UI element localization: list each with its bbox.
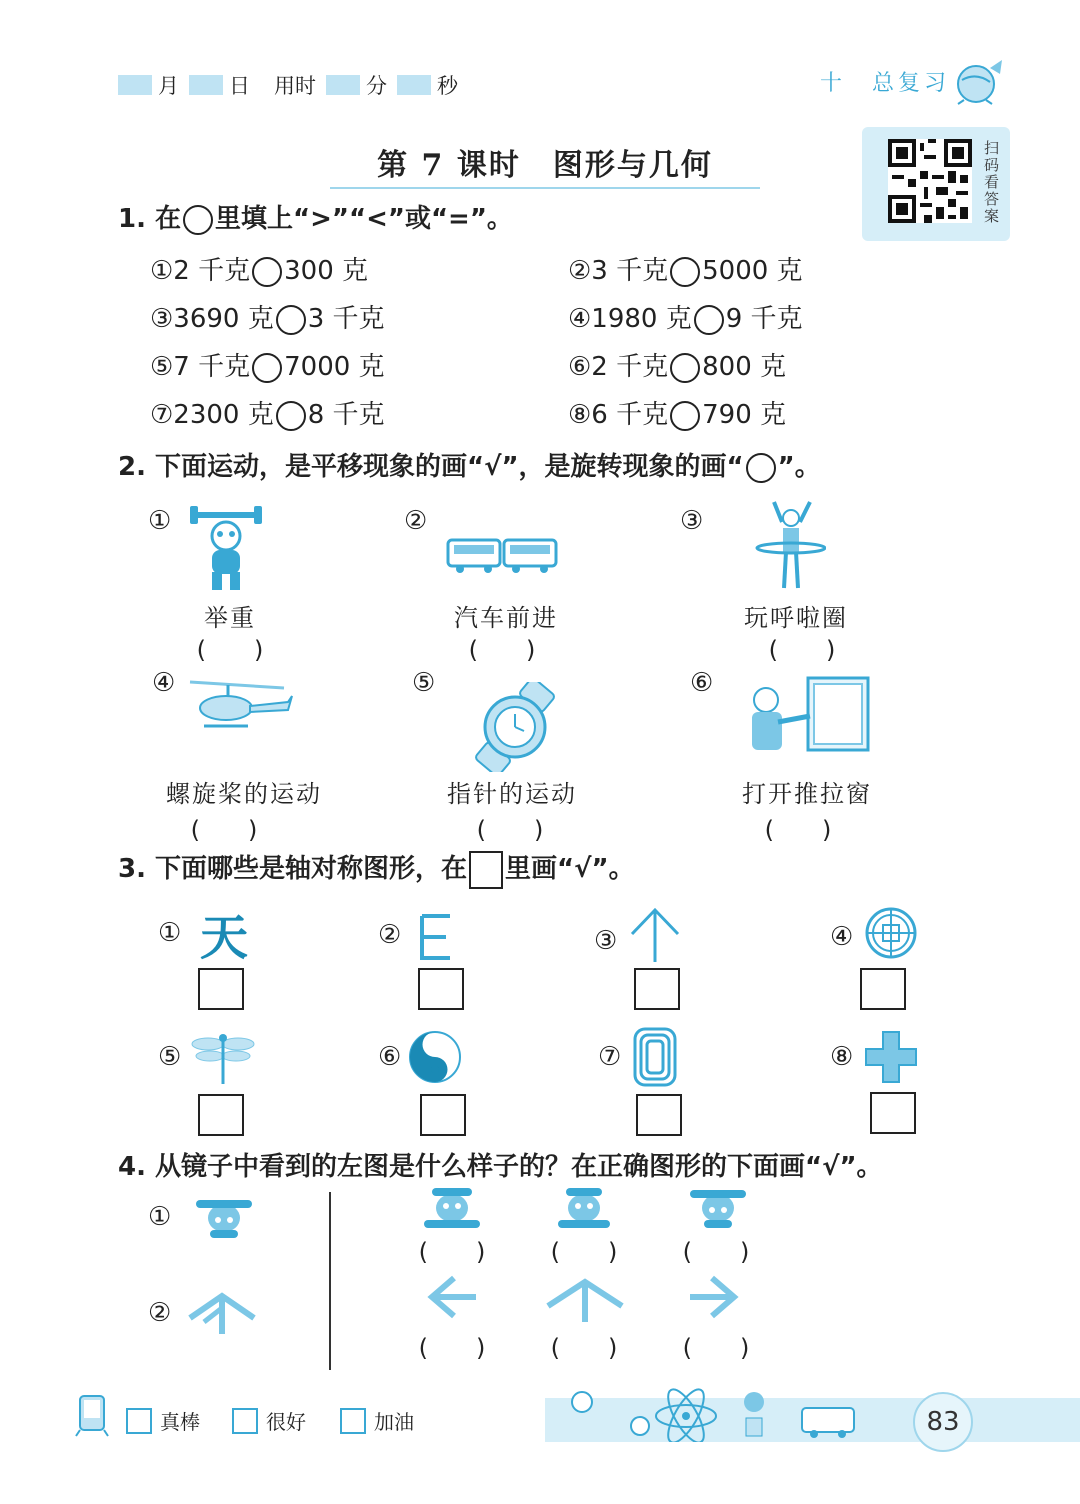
q1-item-5: ⑤7 千克 7000 克 — [150, 352, 385, 382]
q2-item-6-number: ⑥ — [690, 668, 714, 698]
rating-try-harder[interactable]: 加油 — [340, 1406, 414, 1435]
answer-circle[interactable] — [252, 353, 282, 383]
q3-item-4-checkbox[interactable] — [860, 968, 906, 1010]
q1-item-2: ②3 千克 5000 克 — [568, 256, 803, 286]
q3-item-8-number: ⑧ — [830, 1042, 854, 1072]
rating-try-harder-checkbox[interactable] — [340, 1408, 366, 1434]
q2-item-5-answer[interactable]: ( ) — [476, 816, 544, 844]
hula-hoop-girl-icon — [752, 498, 826, 594]
q1-item-8: ⑧6 千克 790 克 — [568, 400, 787, 430]
q3-item-1-checkbox[interactable] — [198, 968, 244, 1010]
answer-circle[interactable] — [276, 401, 306, 431]
q3-item-2-checkbox[interactable] — [418, 968, 464, 1010]
time-used-label: 用时 — [274, 74, 316, 98]
arrow-up-icon — [628, 906, 682, 964]
monkey-option-c-icon — [686, 1186, 750, 1230]
q1-item-4: ④1980 克 9 千克 — [568, 304, 803, 334]
day-label: 日 — [229, 74, 250, 98]
sliding-window-icon — [744, 676, 872, 760]
circle-symbol — [183, 205, 213, 235]
q1-item-1: ①2 千克 300 克 — [150, 256, 369, 286]
q2-prompt-post: ”。 — [777, 452, 821, 482]
q3-item-7-checkbox[interactable] — [636, 1094, 682, 1136]
panda-weightlifting-icon — [190, 506, 262, 594]
footer-decoration-icons — [560, 1384, 900, 1442]
date-time-header — [118, 70, 464, 100]
tian-character-icon — [196, 906, 252, 962]
q2-item-4-answer[interactable]: ( ) — [190, 816, 258, 844]
q3-item-3-number: ③ — [594, 926, 618, 956]
answer-circle[interactable] — [694, 305, 724, 335]
square-symbol — [469, 851, 503, 889]
answer-circle[interactable] — [276, 305, 306, 335]
cross-icon — [864, 1030, 918, 1084]
q2-item-6-label: 打开推拉窗 — [742, 780, 872, 808]
arrow-up-option-icon — [544, 1276, 626, 1324]
q3-prompt — [118, 848, 635, 889]
q2-prompt-pre: 下面运动，是平移现象的画“√”，是旋转现象的画“ — [155, 452, 744, 482]
q3-item-7-number: ⑦ — [598, 1042, 622, 1072]
svg-text:天: 天 — [199, 910, 249, 962]
q4-prompt-text: 从镜子中看到的左图是什么样子的？在正确图形的下面画“√”。 — [155, 1152, 883, 1182]
q3-number: 3. — [118, 854, 146, 884]
q1-prompt-pre: 在 — [155, 204, 182, 234]
q3-item-6-number: ⑥ — [378, 1042, 402, 1072]
q4-row-2-answer-c[interactable]: ( ) — [682, 1334, 750, 1362]
q2-item-6-answer[interactable]: ( ) — [764, 816, 832, 844]
q1-number: 1. — [118, 204, 146, 234]
rating-good[interactable]: 很好 — [232, 1406, 306, 1435]
q4-number: 4. — [118, 1152, 146, 1182]
minute-label: 分 — [366, 74, 387, 98]
month-blank[interactable] — [118, 75, 152, 95]
q2-item-5-number: ⑤ — [412, 668, 436, 698]
q2-item-3-number: ③ — [680, 506, 704, 536]
yin-yang-icon — [408, 1030, 462, 1084]
q3-item-1-number: ① — [158, 918, 182, 948]
answer-circle[interactable] — [252, 257, 282, 287]
rating-great-checkbox[interactable] — [126, 1408, 152, 1434]
q4-row-1-answer-a[interactable]: ( ) — [418, 1238, 486, 1266]
q4-row-2-answer-b[interactable]: ( ) — [550, 1334, 618, 1362]
q1-prompt-post: 里填上“>”“<”或“=”。 — [215, 204, 513, 234]
q3-item-5-checkbox[interactable] — [198, 1094, 244, 1136]
q1-item-3: ③3690 克 3 千克 — [150, 304, 385, 334]
q4-row-2-answer-a[interactable]: ( ) — [418, 1334, 486, 1362]
answer-circle[interactable] — [670, 401, 700, 431]
q2-item-2-number: ② — [404, 506, 428, 536]
q1-prompt — [118, 198, 513, 235]
monkey-original-icon — [192, 1196, 256, 1240]
q1-item-6: ⑥2 千克 800 克 — [568, 352, 787, 382]
helicopter-icon — [188, 676, 296, 734]
circle-symbol — [746, 453, 776, 483]
q2-item-3-answer[interactable]: ( ) — [768, 636, 836, 664]
q4-row-1-answer-c[interactable]: ( ) — [682, 1238, 750, 1266]
divider-line — [329, 1192, 331, 1370]
q3-prompt-post: 里画“√”。 — [505, 854, 635, 884]
watch-icon — [470, 682, 560, 772]
q2-item-3-label: 玩呼啦圈 — [744, 604, 848, 632]
q3-item-8-checkbox[interactable] — [870, 1092, 916, 1134]
qr-caption: 扫码看答案 — [984, 139, 1000, 225]
monkey-option-a-icon — [420, 1186, 484, 1230]
q2-item-1-number: ① — [148, 506, 172, 536]
q3-prompt-pre: 下面哪些是轴对称图形，在 — [155, 854, 468, 884]
q2-item-2-label: 汽车前进 — [454, 604, 558, 632]
arrow-right-option-icon — [686, 1274, 740, 1320]
ancient-coin-icon — [864, 906, 918, 960]
arrow-left-option-icon — [426, 1274, 480, 1320]
globe-mascot-icon — [950, 56, 1010, 106]
q3-item-6-checkbox[interactable] — [420, 1094, 466, 1136]
answer-circle[interactable] — [670, 257, 700, 287]
q2-item-4-label: 螺旋桨的运动 — [166, 780, 322, 808]
q4-prompt — [118, 1146, 883, 1183]
monkey-option-b-icon — [552, 1186, 616, 1230]
minute-blank[interactable] — [326, 75, 360, 95]
q3-item-4-number: ④ — [830, 922, 854, 952]
q4-row-1-number: ① — [148, 1202, 172, 1232]
day-blank[interactable] — [189, 75, 223, 95]
phone-mascot-icon — [72, 1390, 112, 1438]
q2-item-5-label: 指针的运动 — [447, 780, 577, 808]
rounded-rectangle-icon — [632, 1026, 678, 1088]
letter-e-icon — [416, 912, 456, 962]
q3-item-5-number: ⑤ — [158, 1042, 182, 1072]
page-number: 83 — [913, 1392, 973, 1452]
month-label: 月 — [158, 74, 179, 98]
q4-row-2-number: ② — [148, 1298, 172, 1328]
qr-code-icon[interactable] — [888, 139, 972, 223]
q3-item-3-checkbox[interactable] — [634, 968, 680, 1010]
q2-prompt — [118, 446, 821, 483]
section-title: 十 总复习 — [820, 71, 951, 96]
q2-item-1-answer[interactable]: ( ) — [196, 636, 264, 664]
rating-good-checkbox[interactable] — [232, 1408, 258, 1434]
title-underline — [330, 187, 760, 189]
q2-item-1-label: 举重 — [204, 604, 256, 632]
q1-item-7: ⑦2300 克 8 千克 — [150, 400, 385, 430]
dragonfly-icon — [190, 1030, 256, 1086]
answer-circle[interactable] — [670, 353, 700, 383]
second-blank[interactable] — [397, 75, 431, 95]
q2-number: 2. — [118, 452, 146, 482]
q4-row-1-answer-b[interactable]: ( ) — [550, 1238, 618, 1266]
bus-icon — [446, 536, 558, 576]
q2-item-2-answer[interactable]: ( ) — [468, 636, 536, 664]
arrow-original-icon — [186, 1290, 258, 1336]
page-title: 第 7 课时 图形与几何 — [377, 148, 713, 183]
rating-great[interactable]: 真棒 — [126, 1406, 200, 1435]
q2-item-4-number: ④ — [152, 668, 176, 698]
second-label: 秒 — [437, 74, 458, 98]
q3-item-2-number: ② — [378, 920, 402, 950]
